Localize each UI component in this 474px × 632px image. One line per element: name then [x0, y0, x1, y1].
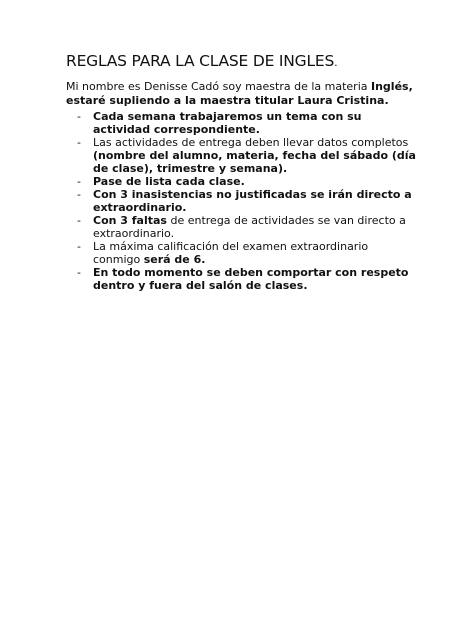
intro-bold-text: Inglés, estaré supliendo a la maestra titular Laura Cristina. — [66, 80, 413, 107]
rule-item — [66, 175, 416, 188]
rule-normal-text: Las actividades de entrega deben llevar datos completos — [93, 136, 409, 149]
document-title — [66, 51, 337, 73]
title-text: REGLAS PARA LA CLASE DE INGLES — [66, 52, 335, 70]
bullet-dash: - — [77, 175, 81, 188]
rule-bold-text: Con 3 inasistencias no justificadas se irán directo a extraordinario. — [93, 188, 412, 214]
rule-item — [66, 214, 416, 240]
title-period: . — [334, 56, 338, 69]
rules-list — [66, 110, 416, 292]
rule-item — [66, 136, 416, 175]
bullet-dash: - — [77, 214, 81, 227]
bullet-dash: - — [77, 240, 81, 253]
rule-item — [66, 188, 416, 214]
rule-bold-text: Pase de lista cada clase. — [93, 175, 245, 188]
intro-normal-text: Mi nombre es Denisse Cadó soy maestra de la materia — [66, 80, 371, 93]
bullet-dash: - — [77, 136, 81, 149]
rule-item — [66, 266, 416, 292]
rule-normal-text: de entrega de actividades se van directo a extraordinario. — [93, 214, 406, 240]
bullet-dash: - — [77, 266, 81, 279]
bullet-dash: - — [77, 110, 81, 123]
rule-item — [66, 240, 416, 266]
bullet-dash: - — [77, 188, 81, 201]
rule-bold-text: En todo momento se deben comportar con respeto dentro y fuera del salón de clases. — [93, 266, 409, 292]
rule-bold-text: Con 3 faltas — [93, 214, 167, 227]
rule-bold-text: (nombre del alumno, materia, fecha del sábado (día de clase), trimestre y semana). — [93, 149, 416, 175]
rule-normal-text: La máxima calificación del examen extraordinario conmigo — [93, 240, 369, 266]
rule-item — [66, 110, 416, 136]
rule-bold-text: Cada semana trabajaremos un tema con su actividad correspondiente. — [93, 110, 362, 136]
rule-bold-text: será de 6. — [143, 253, 206, 266]
intro-paragraph — [66, 80, 426, 108]
